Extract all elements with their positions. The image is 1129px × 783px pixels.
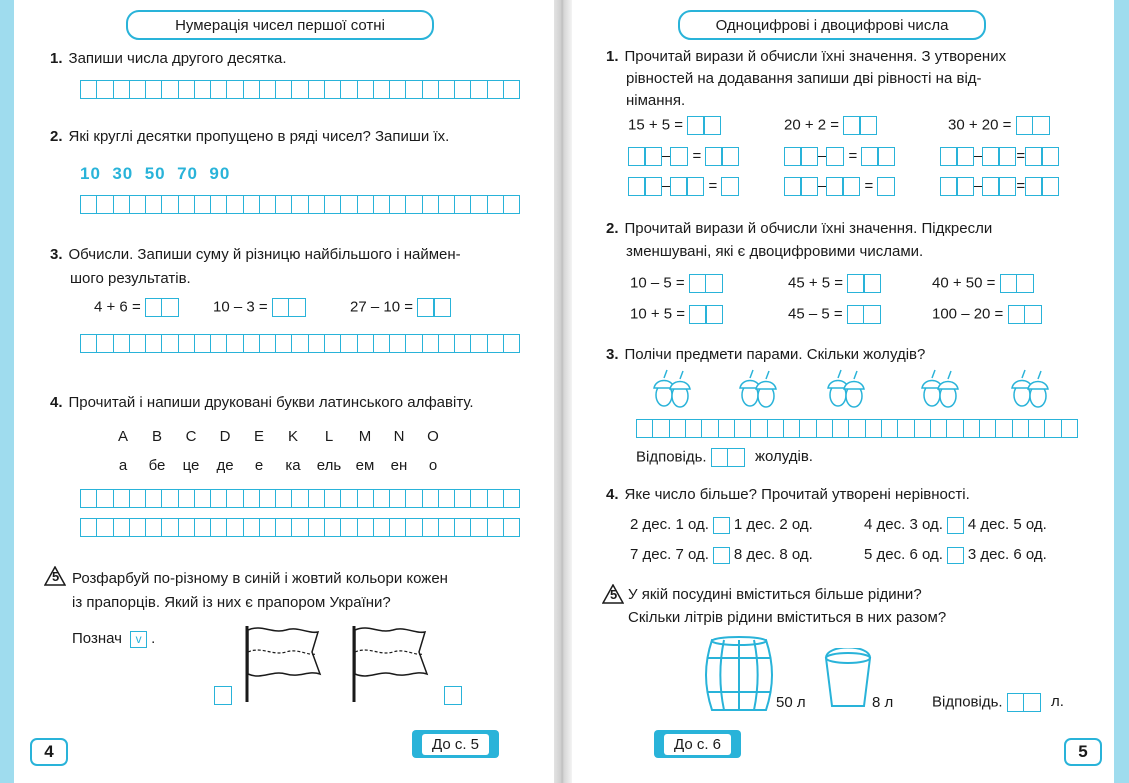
answer-box[interactable] [847, 274, 881, 293]
expression-text: 27 – 10 = [350, 298, 413, 316]
answer-box[interactable] [1000, 274, 1034, 293]
answer-box[interactable] [721, 177, 739, 196]
blank-equation [940, 177, 1059, 196]
task-number: 5 [52, 569, 60, 584]
letter-name: ем [355, 457, 375, 474]
answer-box[interactable] [272, 298, 306, 317]
answer-box[interactable] [982, 177, 1016, 196]
blank-equation [784, 177, 895, 196]
latin-names-row [106, 457, 450, 474]
letter: O [427, 428, 439, 445]
answer-unit: жолудів. [754, 448, 813, 466]
letter: K [287, 428, 298, 445]
task-2 [606, 218, 992, 240]
task-text: рівностей на додавання запиши дві рівності на від- [626, 70, 982, 87]
flag-1-checkbox[interactable] [214, 686, 232, 705]
answer-box[interactable] [689, 274, 723, 293]
comparison-box[interactable] [713, 547, 730, 564]
blank-equation [940, 147, 1059, 166]
task-text: зменшувані, які є двоцифровими числами. [626, 243, 924, 260]
answer-box[interactable] [847, 305, 881, 324]
comparison-box[interactable] [947, 547, 964, 564]
header-title: Одноцифрові і двоцифрові числа [715, 16, 949, 34]
task-text: Прочитай вирази й обчисли їхні значення. З утворених [624, 48, 1007, 65]
expression-text: 10 – 3 = [213, 298, 268, 316]
equals-sign: = [1016, 177, 1026, 195]
mark-instruction [72, 628, 155, 650]
acorn-pair-icon [824, 366, 868, 410]
task-text: Які круглі десятки пропущено в ряді чисел? Запиши їх. [68, 128, 450, 145]
answer-box[interactable] [826, 177, 860, 196]
answer-box[interactable] [1008, 305, 1042, 324]
left-page [14, 0, 554, 783]
barrel-icon [704, 636, 774, 714]
right-page [572, 0, 1114, 783]
acorn-pair-icon [736, 366, 780, 410]
answer-box[interactable] [940, 177, 974, 196]
answer-box[interactable] [145, 298, 179, 317]
writing-grid[interactable] [80, 195, 520, 214]
task-text: із прапорців. Який із них є прапором України? [72, 594, 391, 611]
mark-label: Познач [72, 630, 122, 647]
letter: A [117, 428, 128, 445]
letter-name: де [216, 457, 234, 474]
page-number [30, 738, 68, 766]
task-1 [606, 46, 1006, 68]
letter: N [393, 428, 405, 445]
book-spine [552, 0, 572, 783]
expression [784, 116, 877, 135]
answer-box[interactable] [670, 177, 704, 196]
task-3 [50, 244, 461, 266]
comparison-value: 2 дес. 1 од. [630, 516, 709, 533]
page-header-right [678, 10, 986, 40]
expression [630, 274, 723, 293]
comparison-row [864, 516, 1047, 534]
comparison-value: 3 дес. 6 од. [967, 546, 1047, 563]
page-number-text: 4 [44, 742, 54, 761]
answer-box[interactable] [705, 147, 739, 166]
letter: E [253, 428, 264, 445]
task-number: 4. [606, 486, 619, 503]
task-1 [50, 48, 287, 70]
expression [213, 298, 306, 317]
task-number: 3. [606, 346, 619, 363]
letter: C [185, 428, 197, 445]
letter-name: е [254, 457, 264, 474]
answer-box[interactable] [1007, 693, 1041, 712]
answer-box[interactable] [711, 448, 745, 467]
acorn-pair-icon [1008, 366, 1052, 410]
expression [350, 298, 451, 317]
task-text: Яке число більше? Прочитай утворені нерівності. [624, 486, 970, 503]
expression-text: 40 + 50 = [932, 274, 996, 292]
task-text: Запиши числа другого десятка. [68, 50, 287, 67]
answer-box[interactable] [417, 298, 451, 317]
minus-sign: – [662, 177, 671, 195]
answer-box[interactable] [877, 177, 895, 196]
equals-sign: = [848, 147, 858, 165]
task-text: Прочитай і напиши друковані букви латинського алфавіту. [68, 394, 474, 411]
expression [628, 116, 721, 135]
task-text: Обчисли. Запиши суму й різницю найбільшого і наймен- [68, 246, 461, 263]
reference-badge [654, 730, 741, 758]
answer-box[interactable] [982, 147, 1016, 166]
expression-text: 15 + 5 = [628, 116, 684, 134]
answer-box[interactable] [628, 177, 662, 196]
answer-box[interactable] [784, 177, 818, 196]
equals-sign: = [692, 147, 702, 165]
task-4 [606, 484, 970, 506]
header-title: Нумерація чисел першої сотні [175, 16, 385, 34]
equals-sign: = [864, 177, 874, 195]
mark-dot: . [151, 630, 156, 647]
equals-sign: = [1016, 147, 1026, 165]
blank-equation [628, 147, 739, 166]
task-2 [50, 126, 449, 148]
blank-equation [784, 147, 895, 166]
answer-box[interactable] [687, 116, 721, 135]
letter-name: це [182, 457, 200, 474]
minus-sign: – [974, 177, 983, 195]
expression-text: 10 – 5 = [630, 274, 685, 292]
latin-uppercase-row [106, 428, 450, 445]
letter-name: ель [316, 457, 342, 474]
equals-sign: = [708, 177, 718, 195]
comparison-box[interactable] [713, 517, 730, 534]
task-text: Полічи предмети парами. Скільки жолудів? [624, 346, 926, 363]
comparison-value: 4 дес. 3 од. [864, 516, 943, 533]
letter: M [358, 428, 372, 445]
task-text: Прочитай вирази й обчисли їхні значення. Підкресли [624, 220, 993, 237]
expression [932, 274, 1034, 293]
task-number: 4. [50, 394, 63, 411]
reference-text: До с. 5 [422, 734, 489, 755]
writing-grid[interactable] [80, 80, 520, 99]
task-4 [50, 392, 474, 414]
answer-box[interactable] [689, 305, 723, 324]
task-number: 3. [50, 246, 63, 263]
task-number: 2. [50, 128, 63, 145]
acorn-pair-icon [918, 366, 962, 410]
task-number: 5 [610, 587, 618, 602]
answer-label: Відповідь. [932, 693, 1003, 711]
flag-1-icon[interactable] [242, 622, 322, 704]
answer-box[interactable] [1025, 177, 1059, 196]
letter-name: а [118, 457, 128, 474]
answer-box[interactable] [1025, 147, 1059, 166]
expression [948, 116, 1050, 135]
minus-sign: – [818, 147, 827, 165]
comparison-row [630, 546, 813, 564]
letter: B [151, 428, 162, 445]
acorn-pair-icon [650, 366, 694, 410]
answer-box[interactable] [861, 147, 895, 166]
answer-label: Відповідь. [636, 448, 707, 466]
letter-name: ка [285, 457, 301, 474]
minus-sign: – [662, 147, 671, 165]
reference-badge [412, 730, 499, 758]
answer-line [932, 693, 1064, 712]
comparison-box[interactable] [947, 517, 964, 534]
task-number: 1. [606, 48, 619, 65]
comparison-value: 4 дес. 5 од. [967, 516, 1047, 533]
expression [788, 274, 881, 293]
number-sequence: 10 30 50 70 90 [80, 164, 231, 183]
comparison-value: 1 дес. 2 од. [733, 516, 813, 533]
expression [94, 298, 179, 317]
minus-sign: – [818, 177, 827, 195]
comparison-value: 7 дес. 7 од. [630, 546, 709, 563]
bucket-volume: 8 л [872, 694, 894, 711]
answer-box[interactable] [940, 147, 974, 166]
expression-text: 30 + 20 = [948, 116, 1012, 134]
writing-grid[interactable] [80, 489, 520, 508]
expression-text: 20 + 2 = [784, 116, 840, 134]
task-text: німання. [626, 92, 686, 109]
expression [932, 305, 1042, 324]
comparison-value: 5 дес. 6 од. [864, 546, 943, 563]
bucket-icon [820, 648, 876, 710]
page-number [1064, 738, 1102, 766]
letter-name: о [428, 457, 438, 474]
flag-2-checkbox[interactable] [444, 686, 462, 705]
letter: L [324, 428, 334, 445]
comparison-row [864, 546, 1047, 564]
task-number: 2. [606, 220, 619, 237]
task-number: 1. [50, 50, 63, 67]
expression-text: 100 – 20 = [932, 305, 1004, 323]
letter-name: бе [148, 457, 166, 474]
expression-text: 10 + 5 = [630, 305, 686, 323]
answer-box[interactable] [670, 147, 688, 166]
barrel-volume: 50 л [776, 694, 806, 711]
answer-box[interactable] [826, 147, 844, 166]
task-text: У якій посудині вміститься більше рідини? [628, 586, 922, 603]
answer-box[interactable] [784, 147, 818, 166]
answer-box[interactable] [843, 116, 877, 135]
minus-sign: – [974, 147, 983, 165]
writing-grid[interactable] [80, 334, 520, 353]
comparison-row [630, 516, 813, 534]
page-header-left [126, 10, 434, 40]
checkmark-box: v [130, 631, 147, 648]
expression [630, 305, 723, 324]
writing-grid[interactable] [636, 419, 1078, 438]
expression-text: 45 + 5 = [788, 274, 844, 292]
letter-name: ен [390, 457, 408, 474]
task-3 [606, 344, 925, 366]
blank-equation [628, 177, 739, 196]
answer-unit: л. [1050, 693, 1064, 711]
task-text: Розфарбуй по-різному в синій і жовтий кольори кожен [72, 570, 448, 587]
task-text: Скільки літрів рідини вміститься в них разом? [628, 609, 947, 626]
page-number-text: 5 [1078, 742, 1088, 761]
reference-text: До с. 6 [664, 734, 731, 755]
answer-box[interactable] [1016, 116, 1050, 135]
expression [788, 305, 881, 324]
task-text: шого результатів. [70, 270, 191, 287]
writing-grid[interactable] [80, 518, 520, 537]
answer-line [636, 448, 813, 467]
expression-text: 45 – 5 = [788, 305, 843, 323]
comparison-value: 8 дес. 8 од. [733, 546, 813, 563]
answer-box[interactable] [628, 147, 662, 166]
letter: D [219, 428, 231, 445]
flag-2-icon[interactable] [349, 622, 429, 704]
expression-text: 4 + 6 = [94, 298, 141, 316]
